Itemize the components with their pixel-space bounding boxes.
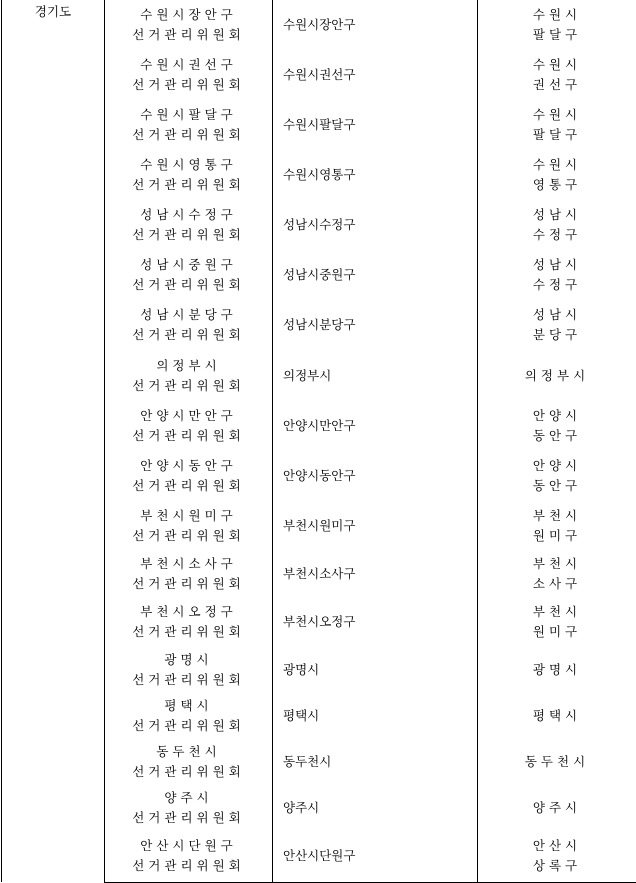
area-cell bbox=[478, 200, 636, 250]
area-line: 영통구 bbox=[478, 175, 636, 195]
district-cell: 동두천시 bbox=[273, 739, 478, 785]
committee-name-line: 부천시소사구 bbox=[105, 554, 272, 574]
committee-name-cell bbox=[105, 739, 273, 785]
committee-name-line: 선거관리위원회 bbox=[105, 175, 272, 195]
committee-name-line: 안양시동안구 bbox=[105, 456, 272, 476]
committee-name-line: 선거관리위원회 bbox=[105, 376, 272, 396]
area-cell bbox=[478, 451, 636, 501]
committee-name-cell bbox=[105, 693, 273, 739]
district-cell: 부천시원미구 bbox=[273, 501, 478, 551]
area-line: 권선구 bbox=[478, 75, 636, 95]
committee-name-cell bbox=[105, 451, 273, 501]
committee-name-line: 선거관리위원회 bbox=[105, 762, 272, 782]
area-line: 안산시 bbox=[478, 836, 636, 856]
committee-name-line: 수원시권선구 bbox=[105, 55, 272, 75]
committee-name-line: 선거관리위원회 bbox=[105, 426, 272, 446]
area-cell bbox=[478, 739, 636, 785]
committee-name-cell bbox=[105, 300, 273, 350]
area-cell bbox=[478, 50, 636, 100]
district-cell: 성남시분당구 bbox=[273, 300, 478, 350]
committee-name-line: 선거관리위원회 bbox=[105, 125, 272, 145]
district-cell: 의정부시 bbox=[273, 350, 478, 401]
district-cell: 성남시중원구 bbox=[273, 250, 478, 300]
area-line: 원미구 bbox=[478, 622, 636, 642]
committee-name-cell bbox=[105, 0, 273, 50]
district-cell: 안양시동안구 bbox=[273, 451, 478, 501]
area-line: 팔달구 bbox=[478, 25, 636, 45]
committee-name-line: 성남시수정구 bbox=[105, 205, 272, 225]
committee-name-line: 선거관리위원회 bbox=[105, 225, 272, 245]
committee-name-line: 수원시장안구 bbox=[105, 5, 272, 25]
committee-name-line: 안양시만안구 bbox=[105, 406, 272, 426]
committee-name-line: 선거관리위원회 bbox=[105, 670, 272, 690]
area-line: 평택시 bbox=[478, 706, 636, 726]
committee-name-line: 광명시 bbox=[105, 650, 272, 670]
committee-name-line: 선거관리위원회 bbox=[105, 716, 272, 736]
district-cell: 성남시수정구 bbox=[273, 200, 478, 250]
area-cell bbox=[478, 693, 636, 739]
committee-name-cell bbox=[105, 831, 273, 882]
area-line: 분당구 bbox=[478, 325, 636, 345]
district-cell: 양주시 bbox=[273, 785, 478, 831]
district-cell: 수원시영통구 bbox=[273, 150, 478, 200]
area-line: 부천시 bbox=[478, 506, 636, 526]
committee-name-cell bbox=[105, 785, 273, 831]
area-line: 팔달구 bbox=[478, 125, 636, 145]
committee-name-line: 선거관리위원회 bbox=[105, 856, 272, 876]
committee-name-cell bbox=[105, 150, 273, 200]
district-cell: 수원시장안구 bbox=[273, 0, 478, 50]
committee-name-line: 수원시팔달구 bbox=[105, 105, 272, 125]
table-body bbox=[2, 0, 636, 882]
area-line: 수정구 bbox=[478, 225, 636, 245]
committee-name-line: 선거관리위원회 bbox=[105, 25, 272, 45]
area-line: 수원시 bbox=[478, 5, 636, 25]
district-cell: 수원시권선구 bbox=[273, 50, 478, 100]
committee-name-cell bbox=[105, 350, 273, 401]
committee-name-cell bbox=[105, 401, 273, 451]
area-line: 수원시 bbox=[478, 105, 636, 125]
committee-name-line: 수원시영통구 bbox=[105, 155, 272, 175]
area-line: 동안구 bbox=[478, 476, 636, 496]
area-line: 수원시 bbox=[478, 55, 636, 75]
committee-name-line: 동두천시 bbox=[105, 742, 272, 762]
district-cell: 부천시오정구 bbox=[273, 597, 478, 647]
area-line: 원미구 bbox=[478, 526, 636, 546]
area-cell bbox=[478, 100, 636, 150]
area-cell bbox=[478, 401, 636, 451]
committee-name-cell bbox=[105, 250, 273, 300]
area-line: 수원시 bbox=[478, 155, 636, 175]
area-line: 소사구 bbox=[478, 574, 636, 594]
area-line: 안양시 bbox=[478, 406, 636, 426]
area-line: 수정구 bbox=[478, 275, 636, 295]
committee-name-line: 양주시 bbox=[105, 788, 272, 808]
committee-name-line: 부천시오정구 bbox=[105, 602, 272, 622]
area-line: 동두천시 bbox=[478, 752, 636, 772]
committee-name-line: 평택시 bbox=[105, 696, 272, 716]
area-cell bbox=[478, 831, 636, 882]
committee-name-cell bbox=[105, 551, 273, 597]
committee-name-line: 의정부시 bbox=[105, 356, 272, 376]
area-line: 안양시 bbox=[478, 456, 636, 476]
area-line: 성남시 bbox=[478, 205, 636, 225]
area-line: 부천시 bbox=[478, 602, 636, 622]
area-cell bbox=[478, 647, 636, 693]
district-cell: 안양시만안구 bbox=[273, 401, 478, 451]
committee-name-line: 부천시원미구 bbox=[105, 506, 272, 526]
committee-name-cell bbox=[105, 100, 273, 150]
area-cell bbox=[478, 551, 636, 597]
committee-table bbox=[1, 0, 636, 883]
area-cell bbox=[478, 350, 636, 401]
region-cell: 경기도 bbox=[2, 0, 105, 882]
area-line: 광명시 bbox=[478, 660, 636, 680]
area-line: 동안구 bbox=[478, 426, 636, 446]
committee-name-line: 선거관리위원회 bbox=[105, 526, 272, 546]
committee-name-line: 선거관리위원회 bbox=[105, 808, 272, 828]
area-cell bbox=[478, 597, 636, 647]
district-cell: 평택시 bbox=[273, 693, 478, 739]
area-line: 성남시 bbox=[478, 255, 636, 275]
area-cell bbox=[478, 785, 636, 831]
area-cell bbox=[478, 300, 636, 350]
area-line: 부천시 bbox=[478, 554, 636, 574]
committee-name-line: 선거관리위원회 bbox=[105, 275, 272, 295]
committee-name-line: 선거관리위원회 bbox=[105, 574, 272, 594]
committee-name-cell bbox=[105, 647, 273, 693]
committee-name-line: 선거관리위원회 bbox=[105, 325, 272, 345]
district-cell: 부천시소사구 bbox=[273, 551, 478, 597]
area-line: 성남시 bbox=[478, 305, 636, 325]
committee-name-cell bbox=[105, 501, 273, 551]
area-line: 양주시 bbox=[478, 798, 636, 818]
committee-name-cell bbox=[105, 200, 273, 250]
committee-name-cell bbox=[105, 50, 273, 100]
committee-name-line: 성남시분당구 bbox=[105, 305, 272, 325]
district-cell: 광명시 bbox=[273, 647, 478, 693]
committee-name-line: 선거관리위원회 bbox=[105, 622, 272, 642]
area-line: 상록구 bbox=[478, 856, 636, 876]
committee-name-line: 안산시단원구 bbox=[105, 836, 272, 856]
committee-name-line: 선거관리위원회 bbox=[105, 75, 272, 95]
area-line: 의정부시 bbox=[478, 366, 636, 386]
area-cell bbox=[478, 250, 636, 300]
area-cell bbox=[478, 501, 636, 551]
table-row bbox=[2, 0, 636, 50]
committee-name-line: 성남시중원구 bbox=[105, 255, 272, 275]
district-cell: 안산시단원구 bbox=[273, 831, 478, 882]
district-cell: 수원시팔달구 bbox=[273, 100, 478, 150]
area-cell bbox=[478, 150, 636, 200]
area-cell bbox=[478, 0, 636, 50]
committee-name-cell bbox=[105, 597, 273, 647]
committee-name-line: 선거관리위원회 bbox=[105, 476, 272, 496]
